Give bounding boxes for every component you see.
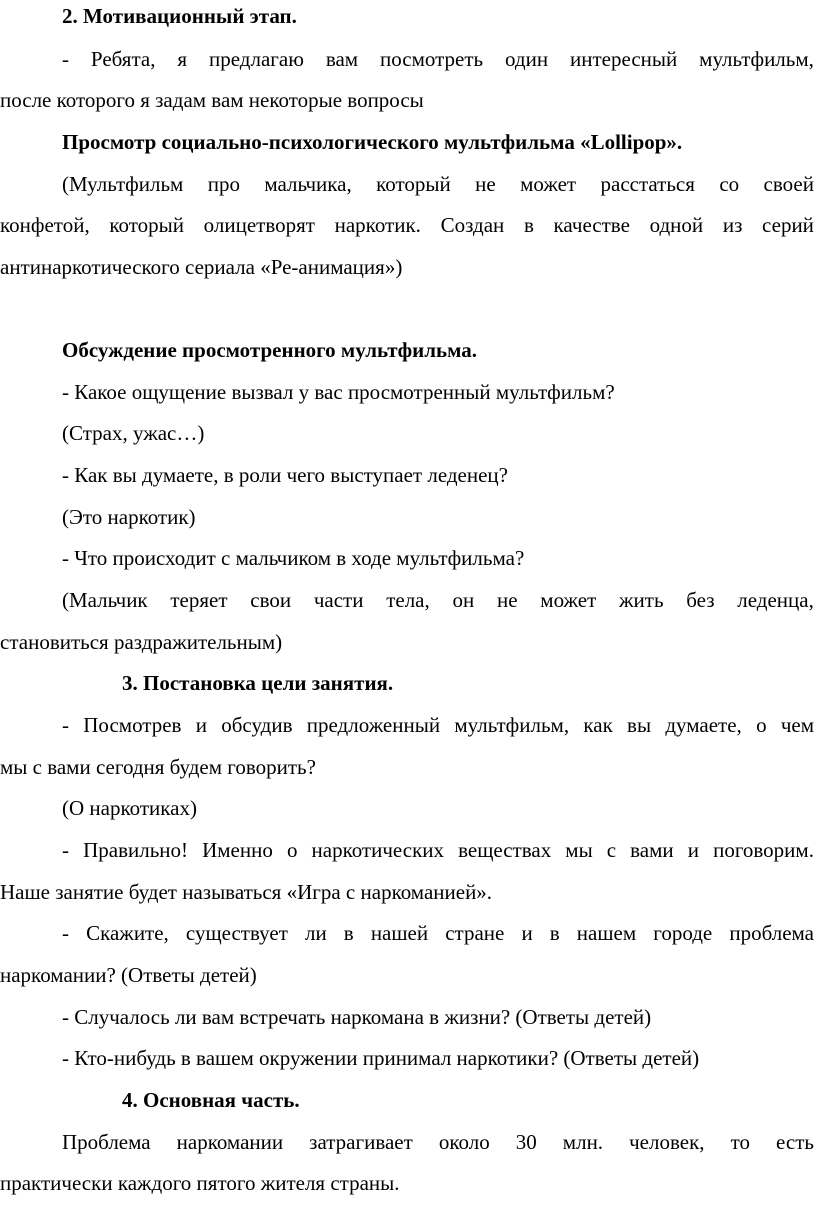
word: - <box>62 921 69 945</box>
word: существует <box>185 921 288 945</box>
word: 30 <box>515 1130 537 1154</box>
word: Ребята, <box>90 47 156 71</box>
word: в <box>523 213 534 237</box>
word: нашем <box>576 921 637 945</box>
word: городе <box>653 921 713 945</box>
word: и <box>195 713 207 737</box>
word: жить <box>619 588 664 612</box>
word: интересный <box>570 47 678 71</box>
answer-line <box>62 588 814 612</box>
word: веществах <box>458 838 552 862</box>
word: который <box>109 213 184 237</box>
word: обсудив <box>221 713 293 737</box>
word: из <box>722 213 743 237</box>
word: то <box>730 1130 750 1154</box>
word: мальчика, <box>264 172 352 196</box>
word: и <box>687 838 699 862</box>
question-line: - Какое ощущение вызвал у вас просмотренный мультфильм? <box>62 380 615 404</box>
word: расстаться <box>600 172 695 196</box>
section-heading-goal: 3. Постановка цели занятия. <box>122 671 394 695</box>
answer-line: (Это наркотик) <box>62 505 196 529</box>
word: со <box>719 172 740 196</box>
subheading-discussion: Обсуждение просмотренного мультфильма. <box>62 338 478 362</box>
word: наркомании <box>176 1130 284 1154</box>
word: вам <box>325 47 359 71</box>
section-heading-motivation: 2. Мотивационный этап. <box>62 4 297 28</box>
question-line: - Кто-нибудь в вашем окружении принимал наркотики? (Ответы детей) <box>62 1046 700 1070</box>
paragraph-line <box>62 47 814 71</box>
word: мультфильм, <box>454 713 570 737</box>
word: Именно <box>202 838 273 862</box>
word: части <box>313 588 364 612</box>
word: качестве <box>553 213 630 237</box>
word: про <box>207 172 240 196</box>
word: тела, <box>386 588 430 612</box>
word: Проблема <box>62 1130 151 1154</box>
word: стране <box>445 921 505 945</box>
word: как <box>583 713 613 737</box>
word: ли <box>304 921 327 945</box>
paragraph-line: практически каждого пятого жителя страны. <box>0 1171 400 1195</box>
question-line: - Случалось ли вам встречать наркомана в жизни? (Ответы детей) <box>62 1005 652 1029</box>
word: теряет <box>170 588 228 612</box>
word: олицетворят <box>203 213 315 237</box>
word: конфетой, <box>0 213 90 237</box>
word: думаете, <box>665 713 742 737</box>
word: Посмотрев <box>83 713 182 737</box>
word: о <box>756 713 767 737</box>
paragraph-line: антинаркотического сериала «Ре-анимация») <box>0 255 403 279</box>
subheading-cartoon-viewing: Просмотр социально-психологического мультфильма «Lollipop». <box>62 130 683 154</box>
question-line: наркомании? (Ответы детей) <box>0 963 257 987</box>
word: Правильно! <box>83 838 189 862</box>
word: с <box>606 838 617 862</box>
question-line: - Что происходит с мальчиком в ходе мультфильма? <box>62 546 525 570</box>
word: который <box>376 172 451 196</box>
word: млн. <box>562 1130 604 1154</box>
word: (Мальчик <box>62 588 148 612</box>
word: мультфильм, <box>699 47 814 71</box>
word: не <box>496 588 518 612</box>
word: не <box>475 172 496 196</box>
word: я <box>177 47 188 71</box>
word: Скажите, <box>86 921 169 945</box>
paragraph-line <box>0 213 814 237</box>
word: вы <box>627 713 652 737</box>
word: предлагаю <box>209 47 304 71</box>
word: без <box>686 588 715 612</box>
word: - <box>62 47 69 71</box>
paragraph-line: мы с вами сегодня будем говорить? <box>0 755 316 779</box>
paragraph-line <box>62 172 814 196</box>
section-heading-main-part: 4. Основная часть. <box>122 1088 300 1112</box>
word: посмотреть <box>379 47 484 71</box>
word: своей <box>763 172 814 196</box>
paragraph-line <box>62 838 814 862</box>
word: свои <box>250 588 292 612</box>
word: одной <box>649 213 704 237</box>
word: он <box>452 588 475 612</box>
word: проблема <box>729 921 814 945</box>
paragraph-line: Наше занятие будет называться «Игра с наркоманией». <box>0 880 493 904</box>
word: предложенный <box>306 713 441 737</box>
word: может <box>540 588 597 612</box>
paragraph-line <box>62 713 814 737</box>
paragraph-line <box>62 1130 814 1154</box>
word: - <box>62 713 69 737</box>
word: о <box>286 838 298 862</box>
word: (Мультфильм <box>62 172 184 196</box>
word: в <box>343 921 354 945</box>
word: чем <box>780 713 814 737</box>
word: поговорим. <box>713 838 814 862</box>
word: Создан <box>440 213 505 237</box>
word: и <box>521 921 533 945</box>
paragraph-line: после которого я задам вам некоторые вопросы <box>0 88 424 112</box>
word: леденца, <box>737 588 814 612</box>
answer-line: (Страх, ужас…) <box>62 421 205 445</box>
word: около <box>438 1130 490 1154</box>
word: затрагивает <box>309 1130 413 1154</box>
word: серий <box>762 213 814 237</box>
question-line: - Как вы думаете, в роли чего выступает леденец? <box>62 463 508 487</box>
word: наркотик. <box>334 213 421 237</box>
word: вами <box>630 838 674 862</box>
word: один <box>505 47 549 71</box>
word: в <box>549 921 560 945</box>
word: человек, <box>629 1130 705 1154</box>
word: может <box>520 172 577 196</box>
word: мы <box>565 838 593 862</box>
word: наркотических <box>311 838 445 862</box>
word: есть <box>776 1130 814 1154</box>
question-line <box>62 921 814 945</box>
answer-line: становиться раздражительным) <box>0 630 283 654</box>
word: - <box>62 838 69 862</box>
word: нашей <box>370 921 429 945</box>
answer-line: (О наркотиках) <box>62 796 197 820</box>
